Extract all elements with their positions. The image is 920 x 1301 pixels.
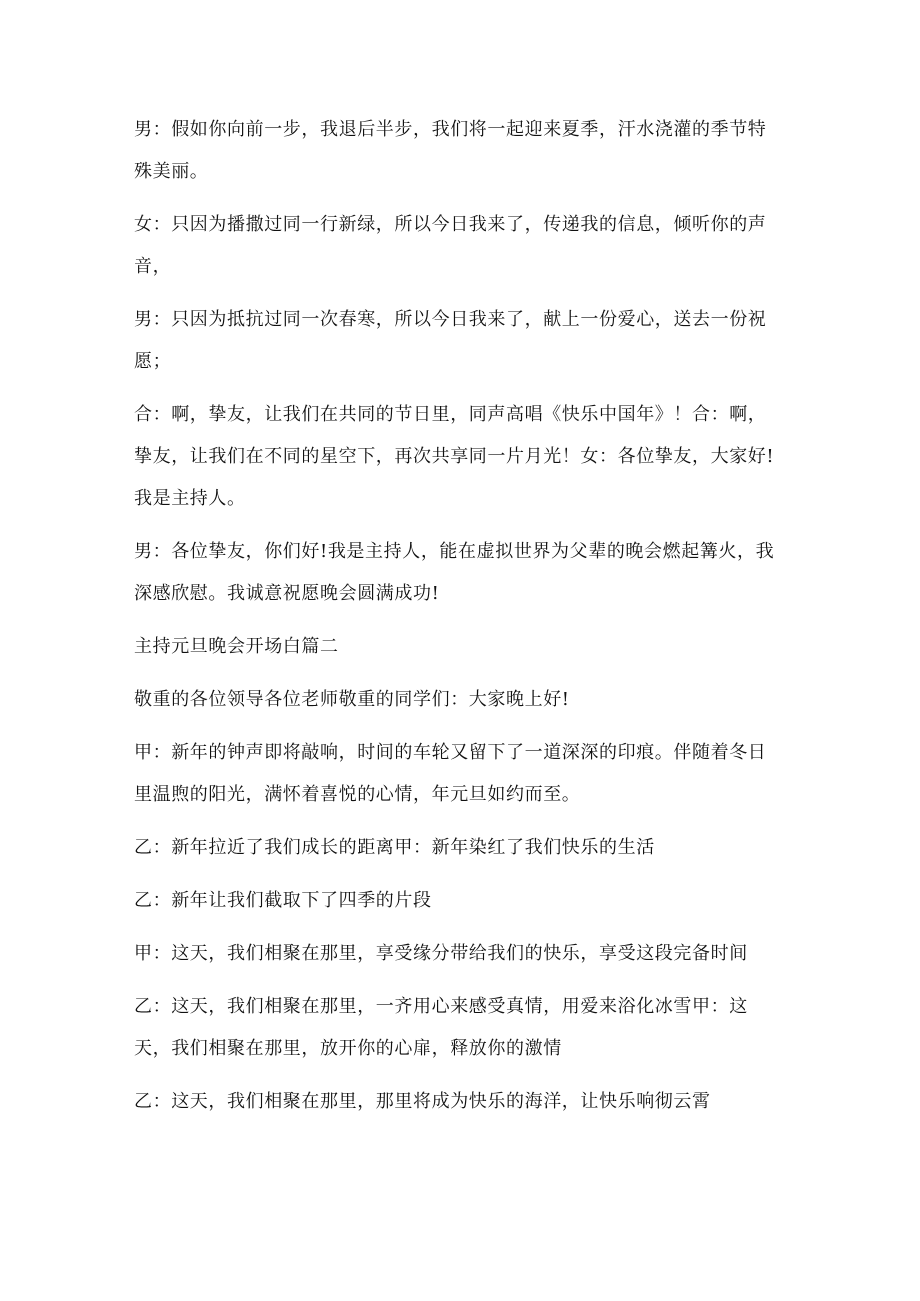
paragraph-9: 乙：新年拉近了我们成长的距离甲：新年染红了我们快乐的生活 xyxy=(134,837,655,858)
paragraph-3: 男：只因为抵抗过同一次春寒，所以今日我来了，献上一份爱心，送去一份祝愿； xyxy=(134,309,767,372)
paragraph-7: 敬重的各位领导各位老师敬重的同学们：大家晚上好! xyxy=(134,689,570,710)
paragraph-11: 甲：这天，我们相聚在那里，享受缘分带给我们的快乐，享受这段完备时间 xyxy=(134,943,748,964)
document-body xyxy=(134,109,784,1134)
paragraph-12: 乙：这天，我们相聚在那里，一齐用心来感受真情，用爱来浴化冰雪甲：这天，我们相聚在那里，放开你的心扉，释放你的激情 xyxy=(134,996,748,1059)
paragraph-5: 男：各位挚友，你们好!我是主持人，能在虚拟世界为父辈的晚会燃起篝火，我深感欣慰。我诚意祝愿晚会圆满成功! xyxy=(134,541,775,604)
section-heading: 主持元旦晚会开场白篇二 xyxy=(134,636,339,657)
paragraph-8: 甲：新年的钟声即将敲响，时间的车轮又留下了一道深深的印痕。伴随着冬日里温煦的阳光，满怀着喜悦的心情，年元旦如约而至。 xyxy=(134,742,767,805)
paragraph-1: 男：假如你向前一步，我退后半步，我们将一起迎来夏季，汗水浇灌的季节特殊美丽。 xyxy=(134,119,767,182)
paragraph-13: 乙：这天，我们相聚在那里，那里将成为快乐的海洋，让快乐响彻云霄 xyxy=(134,1091,711,1112)
paragraph-2: 女：只因为播撒过同一行新绿，所以今日我来了，传递我的信息，倾听你的声音， xyxy=(134,214,767,277)
paragraph-4: 合：啊，挚友，让我们在共同的节日里，同声高唱《快乐中国年》！合：啊，挚友，让我们在不同的星空下，再次共享同一片月光！女：各位挚友，大家好!我是主持人。 xyxy=(134,404,775,509)
paragraph-10: 乙：新年让我们截取下了四季的片段 xyxy=(134,890,432,911)
